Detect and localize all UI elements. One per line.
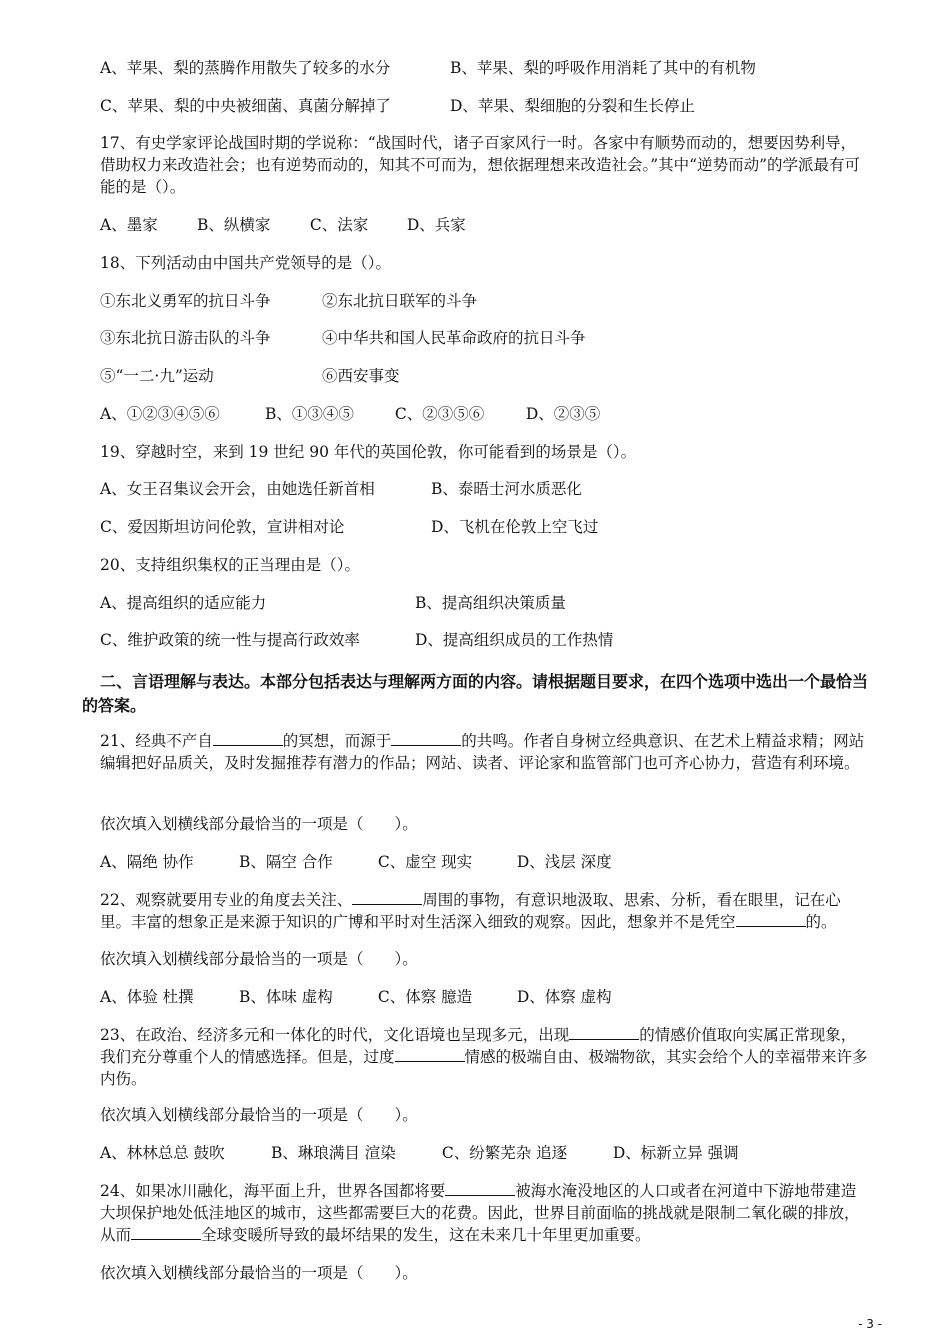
q22-prompt: 依次填入划横线部分最恰当的一项是（ ）。	[100, 950, 418, 968]
q21-blank-1	[213, 731, 283, 746]
q24-text-part-1: 24、如果冰川融化，海平面上升，世界各国都将要	[100, 1182, 446, 1200]
q22-question	[100, 889, 870, 933]
q18-item-6: ⑥西安事变	[321, 367, 400, 385]
q18-option-c: C、②③⑤⑥	[394, 405, 485, 423]
q16-option-a: A、苹果、梨的蒸腾作用散失了较多的水分	[100, 59, 391, 77]
q22-blank-1	[352, 890, 422, 905]
q24-text-part-2: 被海水淹没地区的人口或者在河道中下游地带建造大坝保护地处低洼地区的城市，这些都需要巨大的花费。因此，世界目前面临的挑战就是限制二氧化碳的排放，从而	[100, 1182, 860, 1244]
q21-option-d: D、浅层 深度	[516, 853, 612, 871]
q21-option-a: A、隔绝 协作	[100, 853, 194, 871]
q16-option-c: C、苹果、梨的中央被细菌、真菌分解掉了	[100, 97, 391, 115]
q22-option-b: B、体味 虚构	[238, 988, 333, 1006]
page-number: - 3 -	[858, 1317, 882, 1331]
q18-item-2: ②东北抗日联军的斗争	[321, 292, 477, 310]
q16-options-row-2	[100, 95, 695, 117]
q22-blank-2	[736, 912, 806, 927]
q22-options	[100, 986, 612, 1008]
q16-option-d: D、苹果、梨细胞的分裂和生长停止	[449, 97, 695, 115]
q24-prompt: 依次填入划横线部分最恰当的一项是（ ）。	[100, 1264, 418, 1282]
q18-item-1: ①东北义勇军的抗日斗争	[100, 292, 271, 310]
q21-options	[100, 851, 612, 873]
q19-options-row-1	[100, 478, 582, 500]
q18-item-5: ⑤“一二·九”运动	[100, 367, 214, 385]
q21-text-part-1: 21、经典不产自	[100, 732, 213, 750]
q24-blank-1	[445, 1181, 515, 1196]
q21-question	[100, 730, 870, 774]
q24-blank-2	[131, 1225, 201, 1240]
q18-items-row-3	[100, 365, 399, 387]
q18-item-3: ③东北抗日游击队的斗争	[100, 329, 271, 347]
q19-option-d: D、飞机在伦敦上空飞过	[430, 518, 599, 536]
q20-option-b: B、提高组织决策质量	[414, 594, 566, 612]
q20-options-row-1	[100, 592, 566, 614]
q23-text-part-2: 的情感价值取向实属正常现象，我们充分尊重个人的情感选择。但是，过度	[100, 1026, 857, 1066]
q20-options-row-2	[100, 629, 613, 651]
q21-blank-2	[391, 731, 461, 746]
q23-option-d: D、标新立异 强调	[612, 1144, 739, 1162]
q23-text-part-3: 情感的极端自由、极端物欲，其实会给个人的幸福带来许多内伤。	[100, 1048, 868, 1088]
q17-option-c: C、法家	[309, 216, 369, 234]
q17-option-b: B、纵横家	[196, 216, 271, 234]
q23-option-a: A、林林总总 鼓吹	[100, 1144, 225, 1162]
q19-options-row-2	[100, 516, 598, 538]
q16-options-row-1	[100, 57, 756, 79]
q24-question	[100, 1180, 870, 1246]
q16-option-b: B、苹果、梨的呼吸作用消耗了其中的有机物	[449, 59, 756, 77]
q20-question: 20、支持组织集权的正当理由是（）。	[100, 556, 360, 574]
q19-option-b: B、泰晤士河水质恶化	[430, 480, 582, 498]
q23-question	[100, 1024, 870, 1090]
q24-text-part-3: 全球变暖所导致的最坏结果的发生，这在未来几十年里更加重要。	[201, 1226, 651, 1244]
q17-option-a: A、墨家	[100, 216, 158, 234]
q18-items-row-2	[100, 327, 585, 349]
q22-text-part-2: 周围的事物，有意识地汲取、思索、分析，看在眼里，记在心里。丰富的想象正是来源于知识的广博和平时对生活深入细致的观察。因此，想象并不是凭空	[100, 891, 841, 931]
q23-options	[100, 1142, 739, 1164]
q21-prompt: 依次填入划横线部分最恰当的一项是（ ）。	[100, 815, 418, 833]
q23-prompt: 依次填入划横线部分最恰当的一项是（ ）。	[100, 1106, 418, 1124]
q17-option-d: D、兵家	[406, 216, 466, 234]
q20-option-d: D、提高组织成员的工作热情	[414, 631, 614, 649]
q18-options	[100, 403, 600, 425]
q18-option-b: B、①③④⑤	[264, 405, 354, 423]
q18-option-a: A、①②③④⑤⑥	[100, 405, 220, 423]
q23-option-b: B、琳琅满目 渲染	[270, 1144, 396, 1162]
q22-text-part-1: 22、观察就要用专业的角度去关注、	[100, 891, 353, 909]
q18-option-d: D、②③⑤	[525, 405, 601, 423]
q20-option-a: A、提高组织的适应能力	[100, 594, 267, 612]
q21-text-part-3: 的共鸣。作者自身树立经典意识、在艺术上精益求精；网站编辑把好品质关，及时发掘推荐有潜力的作品；网站、读者、评论家和监管部门也可齐心协力，营造有利环境。	[100, 732, 865, 772]
q22-option-a: A、体验 杜撰	[100, 988, 194, 1006]
q17-options	[100, 214, 466, 236]
q22-text-part-3: 的。	[805, 913, 837, 931]
q21-text-part-2: 的冥想，而源于	[282, 732, 392, 750]
q23-text-part-1: 23、在政治、经济多元和一体化的时代，文化语境也呈现多元，出现	[100, 1026, 570, 1044]
q22-option-c: C、体察 臆造	[377, 988, 473, 1006]
q23-blank-1	[569, 1025, 639, 1040]
q22-option-d: D、体察 虚构	[516, 988, 612, 1006]
q19-option-c: C、爱因斯坦访问伦敦，宣讲相对论	[100, 518, 345, 536]
q17-question: 17、有史学家评论战国时期的学说称：“战国时代，诸子百家风行一时。各家中有顺势而动的，想要因势利导，借助权力来改造社会；也有逆势而动的，知其不可而为，想依据理想来改造社会。”其中“逆势而动”的学派最有可能的是（）。	[100, 134, 861, 196]
q19-option-a: A、女王召集议会开会，由她选任新首相	[100, 480, 375, 498]
q21-option-c: C、虚空 现实	[377, 853, 473, 871]
q19-question: 19、穿越时空，来到 19 世纪 90 年代的英国伦敦，你可能看到的场景是（）。	[100, 443, 637, 461]
q23-blank-2	[395, 1047, 465, 1062]
q18-item-4: ④中华共和国人民革命政府的抗日斗争	[321, 329, 586, 347]
q23-option-c: C、纷繁芜杂 追逐	[441, 1144, 568, 1162]
q18-question: 18、下列活动由中国共产党领导的是（）。	[100, 254, 391, 272]
q21-option-b: B、隔空 合作	[238, 853, 333, 871]
q20-option-c: C、维护政策的统一性与提高行政效率	[100, 631, 360, 649]
section-2-heading: 二、言语理解与表达。本部分包括表达与理解两方面的内容。请根据题目要求，在四个选项中选出一个最恰当的答案。	[82, 672, 869, 715]
q18-items-row-1	[100, 290, 477, 312]
